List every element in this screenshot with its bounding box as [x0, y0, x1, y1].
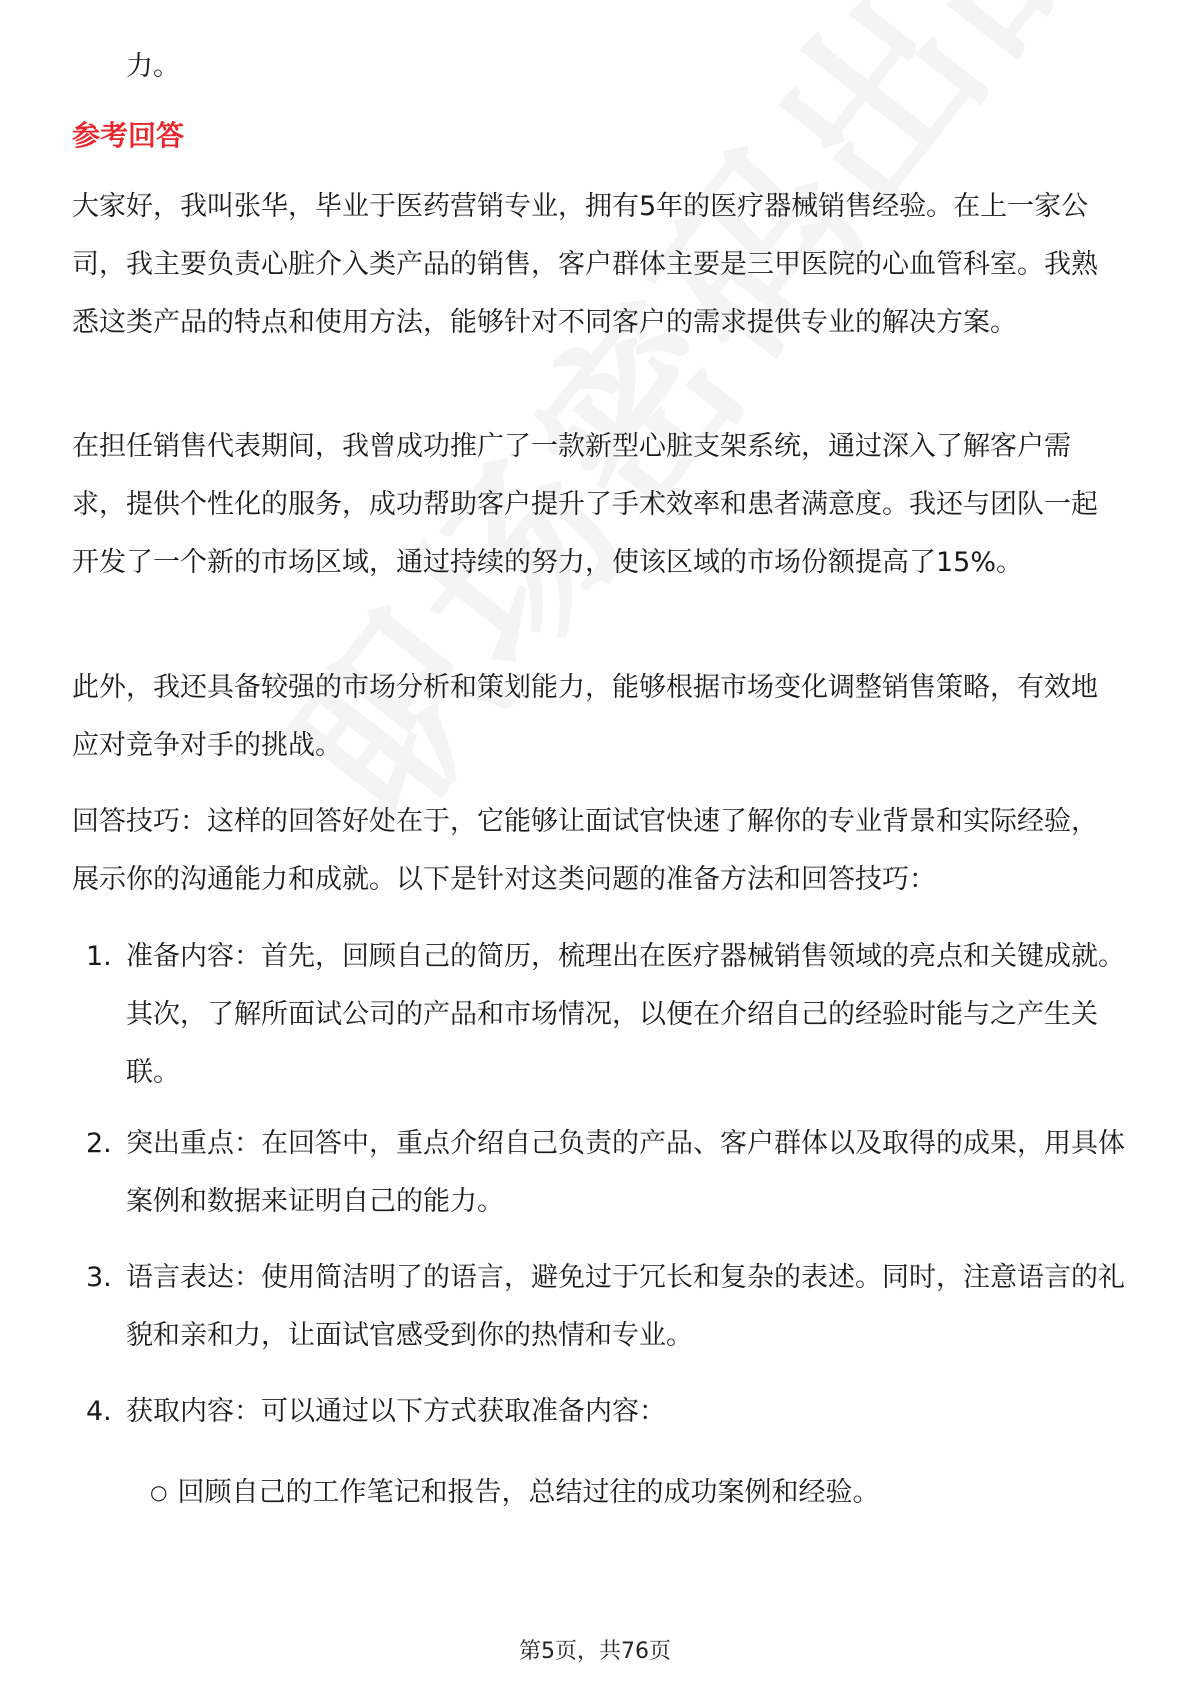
section-heading: 参考回答	[72, 119, 185, 152]
list-number: 1.	[86, 941, 112, 972]
intro-tail: 力。	[126, 51, 180, 82]
list-number: 2.	[86, 1128, 112, 1159]
list-number: 4.	[86, 1396, 112, 1427]
list-text: 获取内容：可以通过以下方式获取准备内容：	[126, 1396, 666, 1427]
paragraph-2: 在担任销售代表期间，我曾成功推广了一款新型心脏支架系统，通过深入了解客户需求，提供个性化的服务，成功帮助客户提升了手术效率和患者满意度。我还与团队一起开发了一个新的市场区域，通过持续的努力，使该区域的市场份额提高了15%。	[72, 431, 1098, 578]
list-text: 准备内容：首先，回顾自己的简历，梳理出在医疗器械销售领域的亮点和关键成就。其次，了解所面试公司的产品和市场情况，以便在介绍自己的经验时能与之产生关联。	[126, 941, 1125, 1088]
sub-list-item	[150, 1463, 879, 1522]
paragraph-4: 回答技巧：这样的回答好处在于，它能够让面试官快速了解你的专业背景和实际经验，展示你的沟通能力和成就。以下是针对这类问题的准备方法和回答技巧：	[72, 806, 1098, 895]
circle-bullet-icon: ○	[150, 1480, 168, 1504]
sub-list-text: 回顾自己的工作笔记和报告，总结过往的成功案例和经验。	[177, 1477, 880, 1508]
paragraph-3: 此外，我还具备较强的市场分析和策划能力，能够根据市场变化调整销售策略，有效地应对竞争对手的挑战。	[72, 672, 1098, 761]
list-number: 3.	[86, 1262, 112, 1293]
list-text: 突出重点：在回答中，重点介绍自己负责的产品、客户群体以及取得的成果，用具体案例和数据来证明自己的能力。	[126, 1128, 1125, 1217]
page-footer: 第5页，共76页	[519, 1639, 671, 1664]
paragraph-1: 大家好，我叫张华，毕业于医药营销专业，拥有5年的医疗器械销售经验。在上一家公司，我主要负责心脏介入类产品的销售，客户群体主要是三甲医院的心血管科室。我熟悉这类产品的特点和使用方法，能够针对不同客户的需求提供专业的解决方案。	[72, 191, 1098, 338]
list-text: 语言表达：使用简洁明了的语言，避免过于冗长和复杂的表述。同时，注意语言的礼貌和亲和力，让面试官感受到你的热情和专业。	[126, 1262, 1125, 1351]
